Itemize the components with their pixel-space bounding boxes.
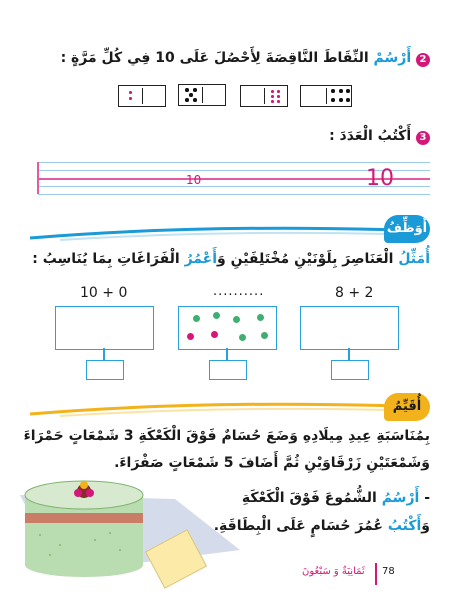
- domino-1: [300, 85, 352, 107]
- instruction-text: النِّقَاطَ النَّاقِصَةَ لِأَحْصُلَ عَلَى 10 فِي كُلِّ مَرَّةٍ :: [60, 50, 369, 66]
- exercise-3-instruction: [329, 128, 430, 145]
- domino-3: [178, 84, 226, 106]
- page-number: 78: [382, 566, 395, 577]
- instruction-verb: أَرْسُمْ: [373, 50, 412, 66]
- dots-box-middle: [178, 306, 277, 350]
- apply-text-1: الْعَنَاصِرَ بِلَوْنَيْنِ مُخْتَلِفَيْنِ وَ: [217, 251, 394, 267]
- small-answer-box-left[interactable]: [86, 360, 124, 380]
- section-divider-blue: [0, 222, 450, 246]
- apply-instruction: [32, 251, 430, 267]
- column-middle-label: ..........: [213, 284, 265, 299]
- model-number-small: 10: [186, 173, 202, 187]
- evaluate-badge-label: أُقَيِّمُ: [392, 399, 422, 414]
- model-number-large: 10: [366, 166, 394, 191]
- domino-4: [118, 85, 166, 107]
- evaluate-line-2: وَشَمْعَتَيْنِ زَرْقَاوَيْنِ ثُمَّ أَضَافَ 5 شَمْعَاتٍ صَفْرَاءَ.: [114, 455, 430, 471]
- evaluate-task-2: وَأَكْتُبُ عُمُرَ حُسَامٍ عَلَى الْبِطَاقَةِ.: [213, 518, 430, 534]
- small-answer-box-right[interactable]: [331, 360, 369, 380]
- instruction-text: أَكْتُبُ الْعَدَدَ :: [329, 128, 412, 144]
- answer-box-right[interactable]: [300, 306, 399, 350]
- exercise-number-badge: 2: [416, 53, 430, 67]
- footer-divider: [375, 563, 377, 585]
- apply-verb-1: أُمَثِّلُ: [398, 251, 430, 267]
- evaluate-task-1: - أَرْسُمُ الشُّمُوعَ فَوْقَ الْكَعْكَةِ: [241, 490, 430, 506]
- column-right-label: 8 + 2: [335, 285, 374, 301]
- evaluate-line-1: بِمُنَاسَبَةِ عِيدِ مِيلَادِهِ وَضَعَ حُسَامٌ فَوْقَ الْكَعْكَةِ 3 شَمْعَاتٍ حَمْرَاءَ: [23, 428, 430, 444]
- answer-box-left[interactable]: [55, 306, 154, 350]
- apply-verb-2: أَعْمُرُ: [184, 251, 218, 267]
- exercise-number-badge: 3: [416, 131, 430, 145]
- domino-2: [240, 85, 288, 107]
- small-answer-box-middle[interactable]: [209, 360, 247, 380]
- section-divider-yellow: [0, 398, 450, 422]
- apply-text-2: الْفَرَاغَاتِ بِمَا يُنَاسِبُ :: [32, 251, 180, 267]
- evaluate-badge: [384, 393, 430, 421]
- page-word: ثَمَانِيَةٌ وَ سَبْعُونَ: [302, 566, 365, 577]
- apply-badge: [384, 215, 430, 243]
- column-left-label: 10 + 0: [80, 285, 128, 301]
- exercise-2-instruction: [61, 50, 430, 67]
- apply-badge-label: أُوَظِّفُ: [386, 221, 428, 236]
